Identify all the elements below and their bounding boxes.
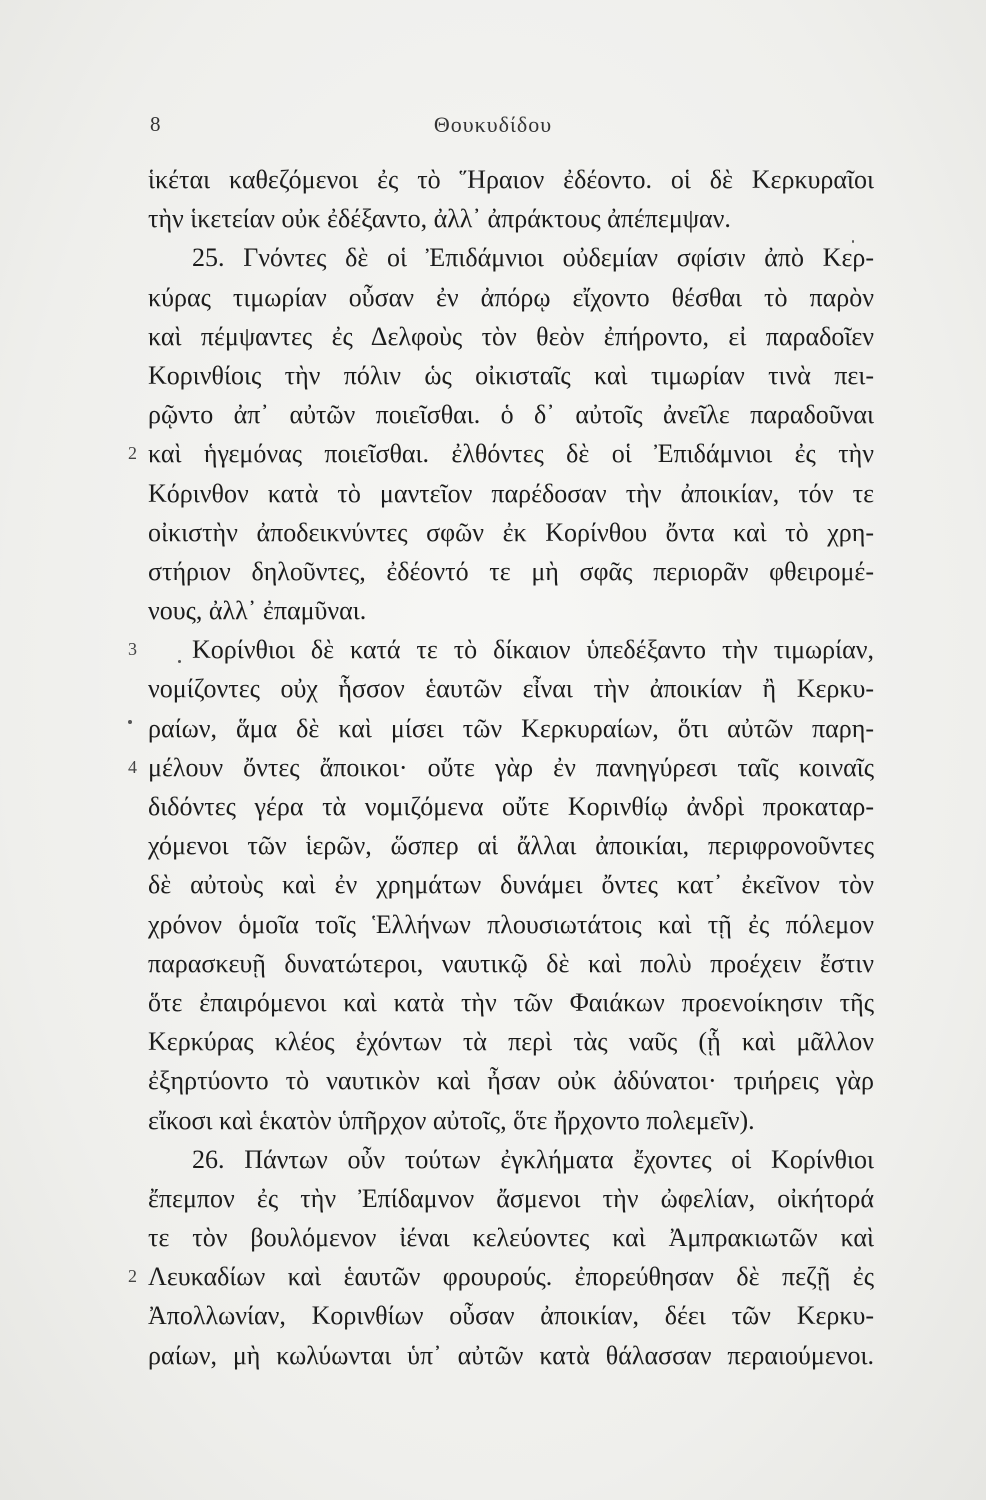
margin-section-number: 4	[128, 756, 137, 777]
text-line: 3 Κορίνθιοι δὲ κατά τε τὸ δίκαιον ὑπεδέξαντο τὴν τιμωρίαν,	[148, 630, 874, 669]
text-line: οἰκιστὴν ἀποδεικνύντες σφῶν ἐκ Κορίνθου ὄντα καὶ τὸ χρη-	[148, 517, 874, 547]
text-line: διδόντες γέρα τὰ νομιζόμενα οὔτε Κορινθίῳ ἀνδρὶ προκαταρ-	[148, 792, 874, 821]
margin-section-number: 3	[128, 639, 137, 660]
page-number: 8	[150, 112, 161, 136]
text-line: χρόνον ὁμοῖα τοῖς Ἑλλήνων πλουσιωτάτοις καὶ τῇ ἐς πόλεμον	[148, 909, 874, 939]
text-line: ραίων, μὴ κωλύωνται ὑπ᾽ αὐτῶν κατὰ θάλασσαν περαιούμενοι.	[148, 1340, 874, 1370]
text-line: ἔπεμπον ἐς τὴν Ἐπίδαμνον ἄσμενοι τὴν ὠφελίαν, οἰκήτορά	[148, 1183, 874, 1213]
paper-speck	[128, 720, 132, 724]
text-line: τε τὸν βουλόμενον ἰέναι κελεύοντες καὶ Ἀμπρακιωτῶν καὶ	[148, 1223, 874, 1253]
text-line: ρῷντο ἀπ᾽ αὐτῶν ποιεῖσθαι. ὁ δ᾽ αὐτοῖς ἀνεῖλε παραδοῦναι	[148, 400, 874, 430]
text-line: δὲ αὐτοὺς καὶ ἐν χρημάτων δυνάμει ὄντες κατ᾽ ἐκεῖνον τὸν	[148, 870, 874, 900]
text-line: Κορινθίοις τὴν πόλιν ὡς οἰκισταῖς καὶ τιμωρίαν τινὰ πει-	[148, 360, 874, 390]
text-line: 2 Λευκαδίων καὶ ἑαυτῶν φρουρούς. ἐπορεύθησαν δὲ πεζῇ ἐς	[148, 1257, 874, 1296]
paper-speck	[178, 660, 181, 663]
text-line: ἐξηρτύοντο τὸ ναυτικὸν καὶ ἦσαν οὐκ ἀδύνατοι· τριήρεις γὰρ	[148, 1066, 874, 1096]
text-line: 2 καὶ ἡγεμόνας ποιεῖσθαι. ἐλθόντες δὲ οἱ Ἐπιδάμνιοι ἐς τὴν	[148, 434, 874, 473]
page-header	[0, 112, 986, 142]
text-line: ὅτε ἐπαιρόμενοι καὶ κατὰ τὴν τῶν Φαιάκων προενοίκησιν τῆς	[148, 987, 874, 1017]
text-line: 25. Γνόντες δὲ οἱ Ἐπιδάμνιοι οὐδεμίαν σφίσιν ἀπὸ Κερ-	[192, 243, 874, 273]
text-line: Κερκύρας κλέος ἐχόντων τὰ περὶ τὰς ναῦς (ᾗ καὶ μᾶλλον	[148, 1027, 874, 1057]
text-line: καὶ πέμψαντες ἐς Δελφοὺς τὸν θεὸν ἐπήροντο, εἰ παραδοῖεν	[148, 321, 874, 351]
margin-section-number: 2	[128, 1266, 137, 1287]
text-line: 4 μέλουν ὄντες ἄποικοι· οὔτε γὰρ ἐν πανηγύρεσι ταῖς κοιναῖς	[148, 748, 874, 787]
paper-speck	[852, 240, 854, 243]
text-body	[128, 160, 874, 1375]
running-title: Θουκυδίδου	[433, 112, 553, 137]
text-line: νομίζοντες οὐχ ἧσσον ἑαυτῶν εἶναι τὴν ἀποικίαν ἢ Κερκυ-	[148, 674, 874, 704]
text-line: 26. Πάντων οὖν τούτων ἐγκλήματα ἔχοντες οἱ Κορίνθιοι	[192, 1144, 874, 1174]
text-line: νους, ἀλλ᾽ ἐπαμῦναι.	[148, 596, 367, 626]
text-line: τὴν ἱκετείαν οὐκ ἐδέξαντο, ἀλλ᾽ ἀπράκτους ἀπέπεμψαν.	[148, 204, 731, 234]
text-line: στήριον δηλοῦντες, ἐδέοντό τε μὴ σφᾶς περιορᾶν φθειρομέ-	[148, 556, 874, 586]
text-line: Κόρινθον κατὰ τὸ μαντεῖον παρέδοσαν τὴν ἀποικίαν, τόν τε	[148, 478, 874, 508]
margin-section-number: 2	[128, 443, 137, 464]
text-line: παρασκευῇ δυνατώτεροι, ναυτικῷ δὲ καὶ πολὺ προέχειν ἔστιν	[148, 948, 874, 978]
text-line: κύρας τιμωρίαν οὖσαν ἐν ἀπόρῳ εἴχοντο θέσθαι τὸ παρὸν	[148, 282, 874, 312]
text-line: Ἀπολλωνίαν, Κορινθίων οὖσαν ἀποικίαν, δέει τῶν Κερκυ-	[148, 1301, 874, 1331]
text-line: εἴκοσι καὶ ἑκατὸν ὑπῆρχον αὐτοῖς, ὅτε ἤρχοντο πολεμεῖν).	[148, 1105, 755, 1135]
text-line: χόμενοι τῶν ἱερῶν, ὥσπερ αἱ ἄλλαι ἀποικίαι, περιφρονοῦντες	[148, 831, 874, 861]
text-line: ραίων, ἅμα δὲ καὶ μίσει τῶν Κερκυραίων, ὅτι αὐτῶν παρη-	[148, 713, 874, 743]
text-line: ἱκέται καθεζόμενοι ἐς τὸ Ἥραιον ἐδέοντο. οἱ δὲ Κερκυραῖοι	[148, 165, 874, 194]
